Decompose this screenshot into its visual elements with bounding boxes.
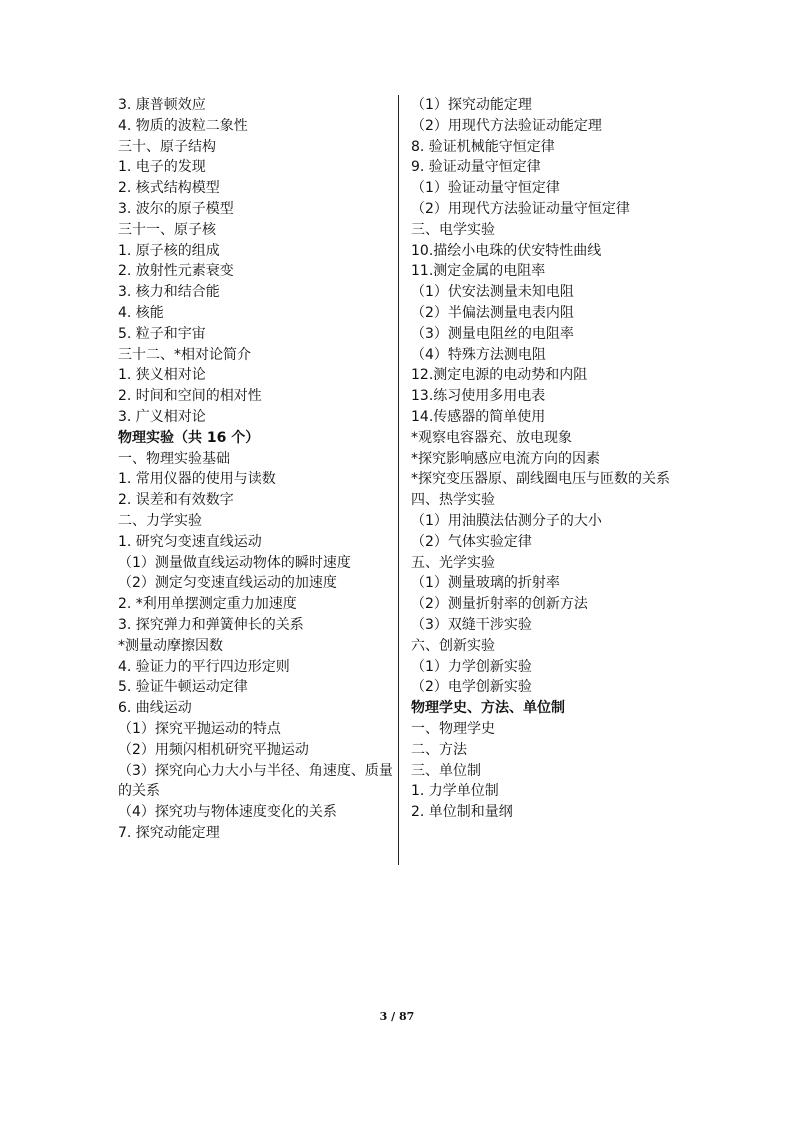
outline-item: 三十、原子结构 xyxy=(118,138,216,155)
outline-item: 五、光学实验 xyxy=(411,554,495,571)
outline-item: （2）测量折射率的创新方法 xyxy=(411,596,588,613)
outline-item: 3. 探究弹力和弹簧伸长的关系 xyxy=(118,616,304,633)
outline-item: 4. 物质的波粒二象性 xyxy=(118,117,248,134)
outline-item: 三十一、原子核 xyxy=(118,221,216,238)
outline-item: 3. 核力和结合能 xyxy=(118,284,220,301)
right-column xyxy=(411,95,683,823)
outline-item: 二、力学实验 xyxy=(118,512,202,529)
outline-item: （4）探究功与物体速度变化的关系 xyxy=(118,804,337,821)
outline-item: （1）测量做直线运动物体的瞬时速度 xyxy=(118,554,351,571)
left-column xyxy=(118,95,396,844)
outline-item: （2）用现代方法验证动量守恒定律 xyxy=(411,200,630,217)
outline-item: *探究影响感应电流方向的因素 xyxy=(411,450,600,467)
outline-item: （4）特殊方法测电阻 xyxy=(411,346,546,363)
outline-item: （1）测量玻璃的折射率 xyxy=(411,575,560,592)
outline-item: （1）力学创新实验 xyxy=(411,658,532,675)
section-heading: 物理学史、方法、单位制 xyxy=(411,700,565,717)
outline-item: 14.传感器的简单使用 xyxy=(411,408,546,425)
outline-item: 4. 核能 xyxy=(118,304,164,321)
outline-item: （2）电学创新实验 xyxy=(411,679,532,696)
outline-item: 四、热学实验 xyxy=(411,492,495,509)
section-heading: 物理实验（共 16 个） xyxy=(118,429,260,446)
outline-item: 三十二、*相对论简介 xyxy=(118,346,251,363)
outline-item: 1. 常用仪器的使用与读数 xyxy=(118,471,276,488)
outline-item: *观察电容器充、放电现象 xyxy=(411,429,572,446)
outline-item: （2）用现代方法验证动能定理 xyxy=(411,117,602,134)
outline-item: 5. 粒子和宇宙 xyxy=(118,325,206,342)
outline-item: 3. 广义相对论 xyxy=(118,408,206,425)
outline-item: 三、单位制 xyxy=(411,762,481,779)
outline-item: 2. 误差和有效数字 xyxy=(118,492,234,509)
outline-item: （2）半偏法测量电表内阻 xyxy=(411,304,574,321)
outline-item: 二、方法 xyxy=(411,741,467,758)
outline-item: 3. 波尔的原子模型 xyxy=(118,200,234,217)
outline-item: 4. 验证力的平行四边形定则 xyxy=(118,658,290,675)
outline-item: 12.测定电源的电动势和内阻 xyxy=(411,367,588,384)
outline-item: 11.测定金属的电阻率 xyxy=(411,263,546,280)
outline-item: 一、物理学史 xyxy=(411,720,495,737)
outline-item: （3）测量电阻丝的电阻率 xyxy=(411,325,574,342)
outline-item: 9. 验证动量守恒定律 xyxy=(411,159,541,176)
outline-item: （2）气体实验定律 xyxy=(411,533,532,550)
outline-item: 2. 放射性元素衰变 xyxy=(118,263,234,280)
outline-item: 5. 验证牛顿运动定律 xyxy=(118,679,248,696)
outline-item: *测量动摩擦因数 xyxy=(118,637,223,654)
outline-item: （1）用油膜法估测分子的大小 xyxy=(411,512,602,529)
outline-item: （3）探究向心力大小与半径、角速度、质量的关系 xyxy=(118,762,393,800)
outline-item: （1）验证动量守恒定律 xyxy=(411,180,560,197)
outline-item: （1）伏安法测量未知电阻 xyxy=(411,284,574,301)
outline-item: 6. 曲线运动 xyxy=(118,700,192,717)
column-divider xyxy=(398,95,399,865)
outline-item: 三、电学实验 xyxy=(411,221,495,238)
outline-item: *探究变压器原、副线圈电压与匝数的关系 xyxy=(411,471,670,488)
outline-item: （2）测定匀变速直线运动的加速度 xyxy=(118,575,337,592)
outline-item: 2. 核式结构模型 xyxy=(118,180,220,197)
outline-item: （2）用频闪相机研究平抛运动 xyxy=(118,741,309,758)
outline-item: 13.练习使用多用电表 xyxy=(411,388,546,405)
outline-item: 7. 探究动能定理 xyxy=(118,824,220,841)
outline-item: 2. *利用单摆测定重力加速度 xyxy=(118,596,297,613)
outline-item: （3）双缝干涉实验 xyxy=(411,616,532,633)
page-number: 3 / 87 xyxy=(379,1010,415,1023)
outline-item: 2. 单位制和量纲 xyxy=(411,804,513,821)
outline-item: 一、物理实验基础 xyxy=(118,450,230,467)
outline-item: 1. 电子的发现 xyxy=(118,159,206,176)
outline-item: 2. 时间和空间的相对性 xyxy=(118,388,262,405)
outline-item: 8. 验证机械能守恒定律 xyxy=(411,138,555,155)
outline-item: 1. 研究匀变速直线运动 xyxy=(118,533,262,550)
outline-item: 1. 力学单位制 xyxy=(411,783,499,800)
outline-item: 六、创新实验 xyxy=(411,637,495,654)
outline-item: （1）探究平抛运动的特点 xyxy=(118,720,281,737)
outline-item: 1. 原子核的组成 xyxy=(118,242,220,259)
outline-item: 1. 狭义相对论 xyxy=(118,367,206,384)
outline-item: （1）探究动能定理 xyxy=(411,97,532,113)
outline-item: 10.描绘小电珠的伏安特性曲线 xyxy=(411,242,602,259)
outline-item: 3. 康普顿效应 xyxy=(118,97,206,113)
